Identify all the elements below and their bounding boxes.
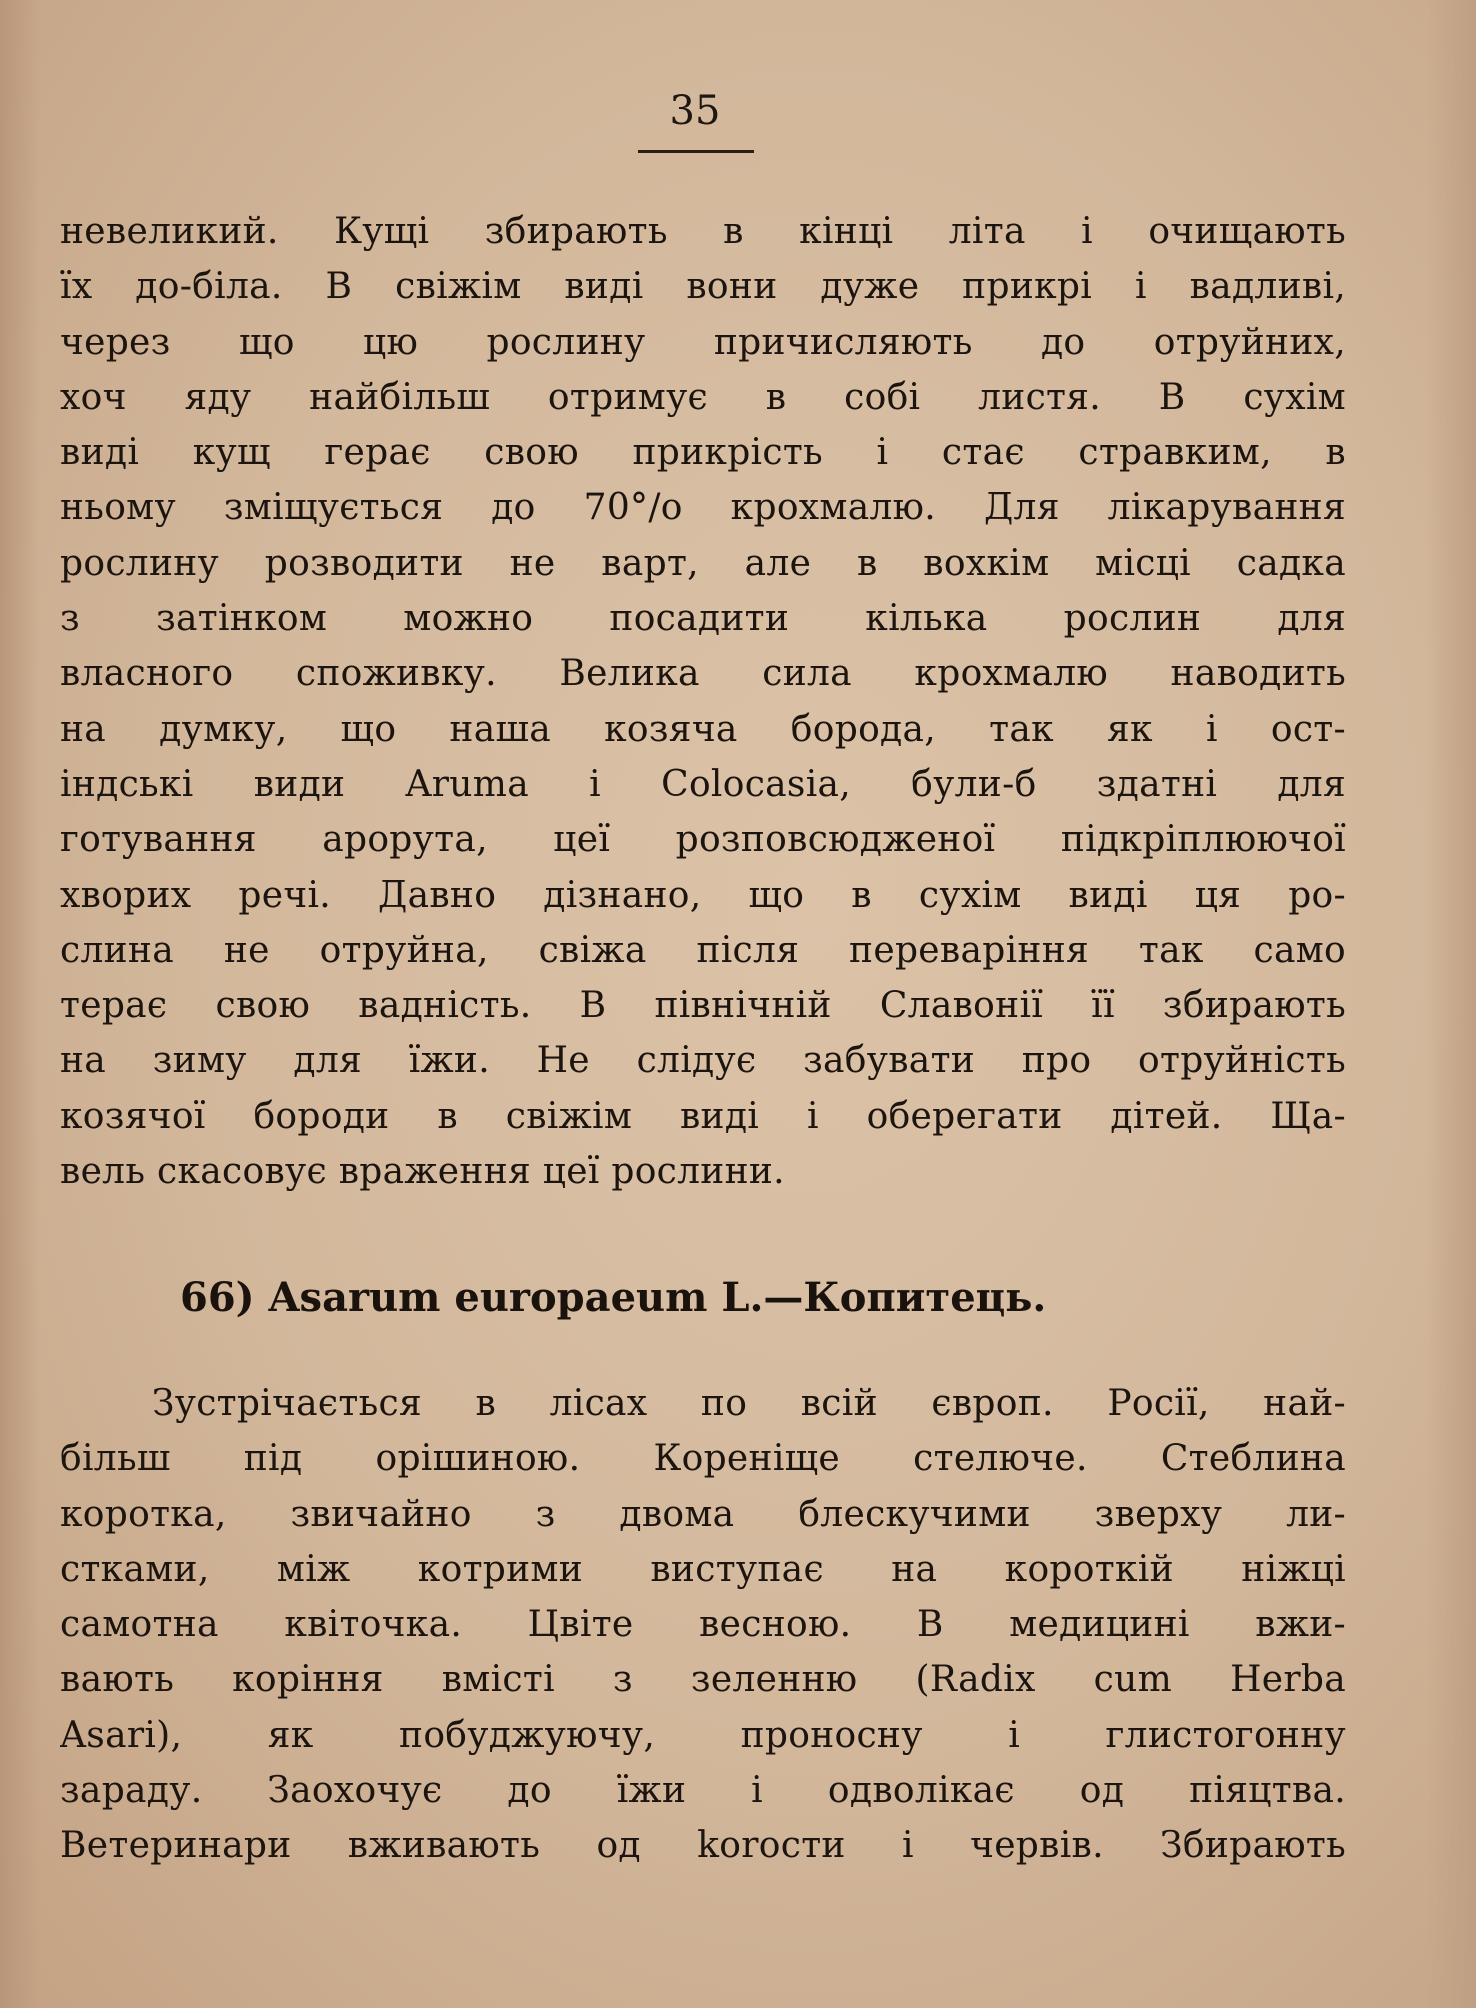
text-line: самотна квіточка. Цвіте весною. В медицині вжи-: [60, 1604, 1346, 1646]
text-line: слина не отруйна, свіжа після переваріння так само: [60, 929, 1346, 971]
text-line: коротка, звичайно з двома блескучими зверху ли-: [60, 1493, 1346, 1535]
text-line: терає свою вадність. В північній Славонії її збирають: [60, 985, 1346, 1027]
text-line: власного споживку. Велика сила крохмалю наводить: [60, 653, 1346, 695]
text-line: Asari), як побуджуючу, проносну і глистогонну: [60, 1714, 1346, 1756]
text-line: виді кущ герає свою прикрість і стає стравким, в: [60, 432, 1346, 474]
text-line: Ветеринари вживають од korocти і червів. Збирають: [60, 1825, 1346, 1867]
text-line: більш під орішиною. Кореніще стелюче. Стеблина: [60, 1438, 1346, 1480]
text-line: стками, між котрими виступає на короткій ніжці: [60, 1548, 1346, 1590]
text-line: на зиму для їжи. Не слідує забувати про отруйність: [60, 1040, 1346, 1082]
text-line: індські види Aruma і Colocasia, були-б здатні для: [60, 763, 1346, 805]
text-line: ньому зміщується до 70°/о крохмалю. Для лікарування: [60, 487, 1346, 529]
page-number: 35: [669, 88, 721, 134]
text-line: готування арорута, цеї розповсюдженої підкріплюючої: [60, 819, 1346, 861]
paragraph-asarum: [60, 1376, 1346, 1874]
text-line: вель скасовує враження цеї рослини.: [60, 1151, 785, 1193]
page-number-rule: [638, 150, 754, 153]
text-line: через що цю рослину причисляють до отруйних,: [60, 321, 1346, 363]
section-heading: 66) Asarum europaeum L.—Копитець.: [180, 1274, 1047, 1321]
text-line: з затінком можно посадити кілька рослин для: [60, 598, 1346, 640]
text-line: рослину розводити не варт, але в вохкім місці садка: [60, 542, 1346, 584]
text-line: хворих речі. Давно дізнано, що в сухім виді ця ро-: [60, 874, 1346, 916]
paragraph-continued: [60, 204, 1346, 1199]
text-line: вають коріння вмісті з зеленню (Radix cum Herba: [60, 1659, 1346, 1701]
text-line: на думку, що наша козяча борода, так як і ост-: [60, 708, 1346, 750]
text-line: Зустрічається в лісах по всій європ. Росії, най-: [152, 1383, 1346, 1424]
text-line: їх до-біла. В свіжім виді вони дуже прикрі і вадливі,: [60, 266, 1346, 308]
text-line: козячої бороди в свіжім виді і оберегати дітей. Ща-: [60, 1095, 1346, 1137]
text-line: хоч яду найбільш отримує в собі листя. В сухім: [60, 376, 1346, 418]
text-line: невеликий. Кущі збирають в кінці літа і очищають: [60, 211, 1346, 252]
text-line: зараду. Заохочує до їжи і одволікає од піяцтва.: [60, 1770, 1346, 1812]
